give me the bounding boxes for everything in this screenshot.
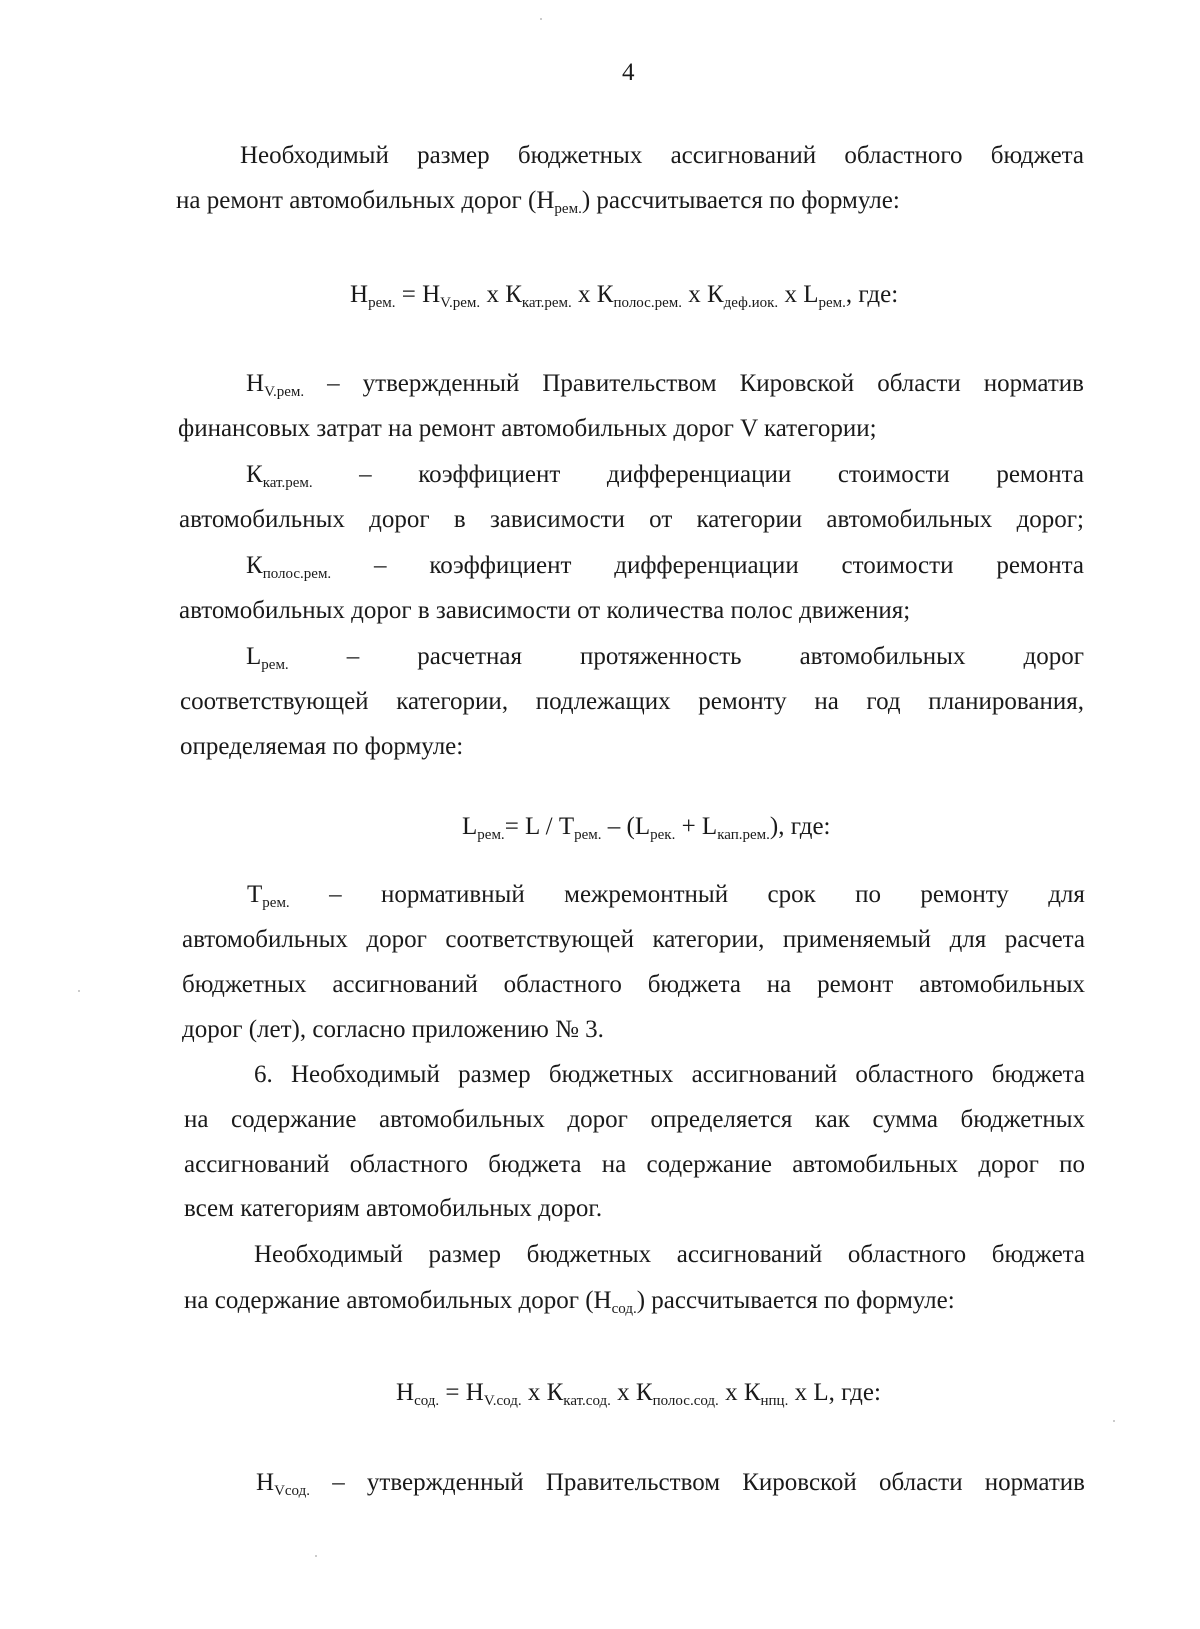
definition-line: бюджетных ассигнований областного бюджета на ремонт автомобильных: [182, 971, 1085, 998]
paragraph-line: на ремонт автомобильных дорог $(Н_{рем.})$ рассчитывается по формуле:: [176, 187, 900, 217]
definition-line: $К_{кат.рем.}$ – коэффициент дифференциации стоимости ремонта: [246, 461, 1084, 491]
definition-line: финансовых затрат на ремонт автомобильных дорог V категории;: [178, 415, 877, 442]
definition-line: определяемая по формуле:: [180, 733, 464, 760]
scan-speck: [315, 1555, 317, 1557]
paragraph-line: всем категориям автомобильных дорог.: [184, 1195, 603, 1222]
paragraph-line: на содержание автомобильных дорог $(Н_{сод.})$ рассчитывается по формуле:: [184, 1287, 955, 1317]
paragraph-line: ассигнований областного бюджета на содержание автомобильных дорог по: [184, 1151, 1085, 1178]
formula-repair: $Н_{рем.} = Н_{V.рем.}$ х $К_{кат.рем.}$ х $К_{полос.рем.}$ х $К_{деф.иок.}$ х $L_{рем.}$, где:: [350, 281, 899, 311]
paragraph-line: 6. Необходимый размер бюджетных ассигнований областного бюджета: [254, 1061, 1085, 1088]
paragraph-line: Необходимый размер бюджетных ассигнований областного бюджета: [254, 1241, 1085, 1268]
definition-line: $L_{рем.}$ – расчетная протяженность автомобильных дорог: [246, 643, 1084, 673]
definition-line: дорог (лет), согласно приложению № 3.: [182, 1016, 604, 1043]
definition-line: автомобильных дорог в зависимости от количества полос движения;: [179, 597, 911, 624]
scan-speck: [540, 18, 542, 20]
scan-speck: [78, 990, 80, 992]
paragraph-line: Необходимый размер бюджетных ассигнований областного бюджета: [240, 142, 1084, 169]
formula-length: $L_{рем.}= L / Т_{рем.} - (L_{рек.} + L_{кап.рем.})$, где:: [462, 813, 831, 843]
definition-line: $Н_{Vсод.}$ – утвержденный Правительством Кировской области норматив: [256, 1469, 1085, 1499]
definition-line: соответствующей категории, подлежащих ремонту на год планирования,: [180, 688, 1084, 715]
page-number: 4: [622, 59, 635, 86]
formula-maintenance: $Н_{сод.} = Н_{V.сод.}$ х $К_{кат.сод.}$ х $К_{полос.сод.}$ х $К_{нпц.}$ х L, где:: [396, 1379, 881, 1409]
definition-line: автомобильных дорог соответствующей категории, применяемый для расчета: [182, 926, 1085, 953]
scan-speck: [1113, 1420, 1115, 1422]
definition-line: $Т_{рем.}$ – нормативный межремонтный срок по ремонту для: [247, 881, 1085, 911]
definition-line: $Н_{V.рем.}$ – утвержденный Правительством Кировской области норматив: [246, 370, 1084, 400]
definition-line: $К_{полос.рем.}$ – коэффициент дифференциации стоимости ремонта: [246, 552, 1084, 582]
definition-line: автомобильных дорог в зависимости от категории автомобильных дорог;: [179, 506, 1084, 533]
paragraph-line: на содержание автомобильных дорог определяется как сумма бюджетных: [184, 1106, 1085, 1133]
